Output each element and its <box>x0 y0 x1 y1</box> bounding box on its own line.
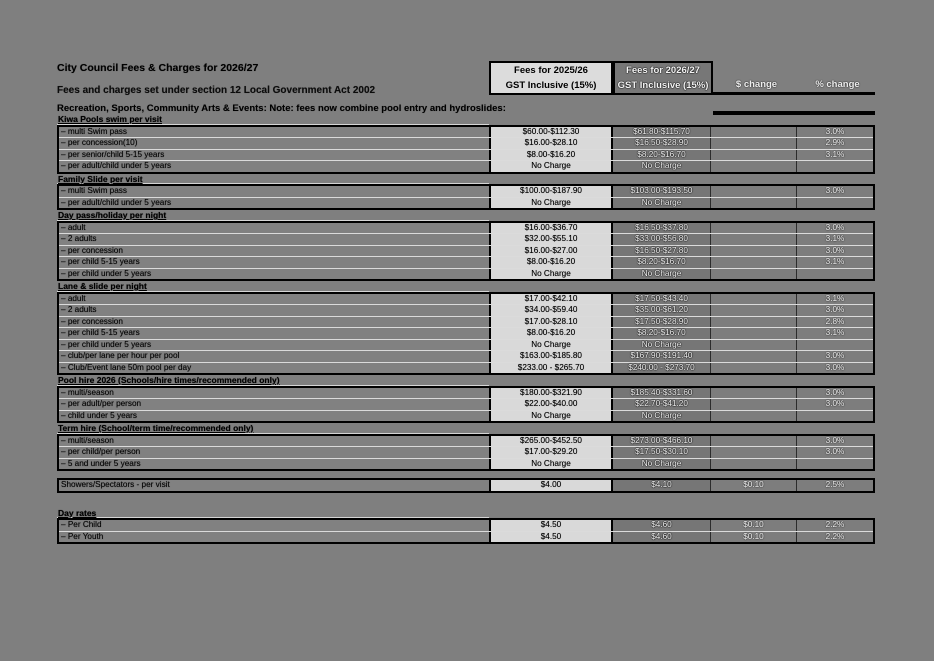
fee-2026-27-cell: $61.80-$115.70 <box>613 127 711 138</box>
dollar-change-cell <box>711 257 797 268</box>
fee-2026-27-cell: $17.50-$30.10 <box>613 447 711 458</box>
section-header <box>57 508 489 519</box>
fee-row <box>59 436 873 447</box>
fee-2026-27-cell: No Charge <box>613 411 711 422</box>
fee-row <box>59 520 873 531</box>
dollar-change-cell <box>711 459 797 470</box>
fee-row <box>59 350 873 362</box>
fee-2025-26-cell: $8.00-$16.20 <box>489 150 613 161</box>
fee-2025-26-cell: $17.00-$29.20 <box>489 447 613 458</box>
fee-row <box>59 304 873 316</box>
section-header <box>57 114 489 125</box>
section-header-label: Term hire (School/term time/recommended only) <box>58 423 254 433</box>
fee-2026-27-cell: $8.20-$16.70 <box>613 328 711 339</box>
section-header <box>57 423 489 434</box>
fee-2026-27-cell: No Charge <box>613 161 711 172</box>
fee-row <box>59 388 873 399</box>
section-header <box>57 174 489 185</box>
row-label: – per concession <box>59 317 489 328</box>
fee-row <box>59 149 873 161</box>
row-label: – multi/season <box>59 388 489 399</box>
column-header-dollar-change <box>713 61 800 95</box>
fee-2025-26-cell: $100.00-$187.90 <box>489 186 613 197</box>
dollar-change-cell <box>711 198 797 209</box>
fee-2026-27-cell: $17.50-$43.40 <box>613 294 711 305</box>
percent-change-cell <box>797 459 873 470</box>
section-header-label: Lane & slide per night <box>58 281 147 291</box>
dollar-change-cell <box>711 328 797 339</box>
dollar-change-cell <box>711 161 797 172</box>
fee-2025-26-cell: $233.00 - $265.70 <box>489 363 613 374</box>
fee-2026-27-cell: $167.90-$191.40 <box>613 351 711 362</box>
section-header-label: Pool hire 2026 (Schools/hire times/recommended only) <box>58 375 280 385</box>
percent-change-cell: 3.0% <box>797 351 873 362</box>
percent-change-cell: 3.0% <box>797 246 873 257</box>
percent-change-cell: 3.0% <box>797 363 873 374</box>
row-label: – adult <box>59 223 489 234</box>
section-header <box>57 210 489 221</box>
column-header-fees-2025-26 <box>489 61 613 95</box>
dollar-change-cell: $0.10 <box>711 532 797 543</box>
percent-change-cell: 2.2% <box>797 532 873 543</box>
fee-row <box>59 327 873 339</box>
fee-2025-26-cell: $17.00-$42.10 <box>489 294 613 305</box>
fee-2026-27-cell: No Charge <box>613 198 711 209</box>
fee-row <box>59 186 873 197</box>
column-header-line: $ change <box>735 79 778 90</box>
section-note: Recreation, Sports, Community Arts & Events: Note: fees now combine pool entry and hydroslides: <box>57 103 506 114</box>
fee-row <box>59 531 873 543</box>
fee-2025-26-cell: $163.00-$185.80 <box>489 351 613 362</box>
fee-2025-26-cell: No Charge <box>489 269 613 280</box>
fee-row <box>59 197 873 209</box>
row-label: – 2 adults <box>59 305 489 316</box>
fee-2025-26-cell: No Charge <box>489 161 613 172</box>
row-label: – Club/Event lane 50m pool per day <box>59 363 489 374</box>
section-header <box>57 375 489 386</box>
dollar-change-cell <box>711 340 797 351</box>
percent-change-cell: 3.1% <box>797 150 873 161</box>
row-label: – child under 5 years <box>59 411 489 422</box>
fee-row <box>59 398 873 410</box>
row-label: Showers/Spectators - per visit <box>59 480 489 491</box>
fee-row <box>59 410 873 422</box>
column-header-line: GST Inclusive (15%) <box>505 80 597 91</box>
column-header-line: Fees for 2026/27 <box>626 65 700 76</box>
fee-2026-27-cell: No Charge <box>613 459 711 470</box>
dollar-change-cell <box>711 317 797 328</box>
fee-2026-27-cell: $8.20-$16.70 <box>613 150 711 161</box>
fee-row <box>59 339 873 351</box>
column-header-line: GST Inclusive (15%) <box>617 80 709 91</box>
row-label: – per adult/child under 5 years <box>59 198 489 209</box>
fee-row <box>59 223 873 234</box>
dollar-change-cell <box>711 150 797 161</box>
dollar-change-cell <box>711 223 797 234</box>
fee-2025-26-cell: $22.00-$40.00 <box>489 399 613 410</box>
percent-change-cell <box>797 198 873 209</box>
fee-row <box>59 294 873 305</box>
row-label: – per child 5-15 years <box>59 257 489 268</box>
percent-change-cell <box>797 340 873 351</box>
dollar-change-cell <box>711 447 797 458</box>
percent-change-cell: 2.9% <box>797 138 873 149</box>
fee-2025-26-cell: $4.50 <box>489 532 613 543</box>
row-label: – per senior/child 5-15 years <box>59 150 489 161</box>
dollar-change-cell <box>711 351 797 362</box>
fee-row <box>59 316 873 328</box>
fee-2026-27-cell: $4.60 <box>613 520 711 531</box>
fee-2026-27-cell: $273.00-$466.10 <box>613 436 711 447</box>
percent-change-cell: 2.8% <box>797 317 873 328</box>
row-label: – per adult/per person <box>59 399 489 410</box>
section-header-label: Kiwa Pools swim per visit <box>58 114 162 124</box>
fee-2026-27-cell: $4.60 <box>613 532 711 543</box>
dollar-change-cell <box>711 363 797 374</box>
fee-row <box>59 233 873 245</box>
dollar-change-cell <box>711 234 797 245</box>
percent-change-cell: 3.1% <box>797 294 873 305</box>
dollar-change-cell: $0.10 <box>711 520 797 531</box>
fee-2025-26-cell: $265.00-$452.50 <box>489 436 613 447</box>
row-label: – Per Child <box>59 520 489 531</box>
fee-row <box>59 137 873 149</box>
percent-change-cell: 3.0% <box>797 186 873 197</box>
fee-2025-26-cell: $8.00-$16.20 <box>489 257 613 268</box>
fee-2025-26-cell: $32.00-$55.10 <box>489 234 613 245</box>
fee-2026-27-cell: $185.40-$331.60 <box>613 388 711 399</box>
page-subtitle: Fees and charges set under section 12 Local Government Act 2002 <box>57 85 376 96</box>
fee-2025-26-cell: $180.00-$321.90 <box>489 388 613 399</box>
section-header-label: Family Slide per visit <box>58 173 143 184</box>
fee-2025-26-cell: No Charge <box>489 411 613 422</box>
dollar-change-cell <box>711 138 797 149</box>
fee-2026-27-cell: No Charge <box>613 340 711 351</box>
section-header-label: Day pass/holiday per night <box>58 210 167 220</box>
fee-2025-26-cell: $60.00-$112.30 <box>489 127 613 138</box>
fee-2025-26-cell: No Charge <box>489 340 613 351</box>
row-label: – per concession(10) <box>59 138 489 149</box>
dollar-change-cell <box>711 294 797 305</box>
row-label: – 5 and under 5 years <box>59 459 489 470</box>
fee-2026-27-cell: $22.70-$41.20 <box>613 399 711 410</box>
fee-2026-27-cell: $103.00-$193.50 <box>613 186 711 197</box>
column-header-fees-2026-27 <box>613 61 713 95</box>
fee-row <box>59 458 873 470</box>
percent-change-cell: 3.0% <box>797 447 873 458</box>
dollar-change-cell: $0.10 <box>711 480 797 491</box>
row-label: – per child 5-15 years <box>59 328 489 339</box>
column-header-percent-change <box>800 61 875 95</box>
section-header <box>57 281 489 292</box>
column-header-line: Fees for 2025/26 <box>514 65 588 76</box>
fee-row <box>59 480 873 491</box>
percent-change-cell: 3.0% <box>797 436 873 447</box>
fee-2025-26-cell: $16.00-$36.70 <box>489 223 613 234</box>
percent-change-cell <box>797 269 873 280</box>
fee-2026-27-cell: $8.20-$16.70 <box>613 257 711 268</box>
fee-row <box>59 362 873 374</box>
percent-change-cell: 3.0% <box>797 399 873 410</box>
percent-change-cell: 3.0% <box>797 305 873 316</box>
dollar-change-cell <box>711 127 797 138</box>
row-label: – multi Swim pass <box>59 127 489 138</box>
fee-2025-26-cell: $16.00-$28.10 <box>489 138 613 149</box>
fee-2025-26-cell: $34.00-$59.40 <box>489 305 613 316</box>
percent-change-cell: 3.0% <box>797 388 873 399</box>
fee-section-rows <box>57 221 875 282</box>
fee-2025-26-cell: $17.00-$28.10 <box>489 317 613 328</box>
fee-section-rows <box>57 386 875 424</box>
fee-2026-27-cell: No Charge <box>613 269 711 280</box>
fee-row <box>59 160 873 172</box>
fee-row <box>59 446 873 458</box>
percent-change-cell: 3.0% <box>797 223 873 234</box>
fee-2026-27-cell: $4.10 <box>613 480 711 491</box>
row-label: – multi Swim pass <box>59 186 489 197</box>
fee-section-rows <box>57 518 875 544</box>
fee-2025-26-cell: No Charge <box>489 459 613 470</box>
row-label: – adult <box>59 294 489 305</box>
fee-2026-27-cell: $16.50-$27.80 <box>613 246 711 257</box>
row-label: – multi/season <box>59 436 489 447</box>
dollar-change-cell <box>711 186 797 197</box>
fee-2026-27-cell: $33.00-$56.80 <box>613 234 711 245</box>
section-header-label: Day rates <box>58 507 97 518</box>
row-label: – 2 adults <box>59 234 489 245</box>
fee-section-rows <box>57 125 875 174</box>
fee-section-rows <box>57 184 875 210</box>
dollar-change-cell <box>711 399 797 410</box>
fee-2025-26-cell: $8.00-$16.20 <box>489 328 613 339</box>
fee-row <box>59 245 873 257</box>
percent-change-cell: 3.1% <box>797 234 873 245</box>
dollar-change-cell <box>711 411 797 422</box>
page-title: City Council Fees & Charges for 2026/27 <box>57 62 259 74</box>
fee-section-rows <box>57 292 875 376</box>
fee-2026-27-cell: $17.50-$28.90 <box>613 317 711 328</box>
fee-2026-27-cell: $240.00 - $273.70 <box>613 363 711 374</box>
fee-2026-27-cell: $16.50-$28.90 <box>613 138 711 149</box>
percent-change-cell: 2.5% <box>797 480 873 491</box>
dollar-change-cell <box>711 305 797 316</box>
percent-change-cell <box>797 161 873 172</box>
dollar-change-cell <box>711 246 797 257</box>
fee-2026-27-cell: $16.50-$37.80 <box>613 223 711 234</box>
fee-row <box>59 127 873 138</box>
fee-2025-26-cell: $16.00-$27.00 <box>489 246 613 257</box>
fee-section-rows <box>57 434 875 472</box>
row-label: – per child/per person <box>59 447 489 458</box>
row-label: – per child under 5 years <box>59 340 489 351</box>
row-label: – per adult/child under 5 years <box>59 161 489 172</box>
row-label: – per child under 5 years <box>59 269 489 280</box>
row-label: – per concession <box>59 246 489 257</box>
percent-change-cell: 3.1% <box>797 257 873 268</box>
fee-section-rows <box>57 478 875 493</box>
percent-change-cell: 3.1% <box>797 328 873 339</box>
row-label: – club/per lane per hour per pool <box>59 351 489 362</box>
fee-2025-26-cell: $4.00 <box>489 480 613 491</box>
percent-change-cell: 3.0% <box>797 127 873 138</box>
fee-2025-26-cell: No Charge <box>489 198 613 209</box>
dollar-change-cell <box>711 388 797 399</box>
dollar-change-cell <box>711 436 797 447</box>
fee-2026-27-cell: $35.00-$61.20 <box>613 305 711 316</box>
fee-row <box>59 268 873 280</box>
fee-row <box>59 256 873 268</box>
dollar-change-cell <box>711 269 797 280</box>
fees-table <box>57 114 875 544</box>
percent-change-cell: 2.2% <box>797 520 873 531</box>
row-label: – Per Youth <box>59 532 489 543</box>
fee-2025-26-cell: $4.50 <box>489 520 613 531</box>
percent-change-cell <box>797 411 873 422</box>
column-header-line: % change <box>815 79 860 90</box>
